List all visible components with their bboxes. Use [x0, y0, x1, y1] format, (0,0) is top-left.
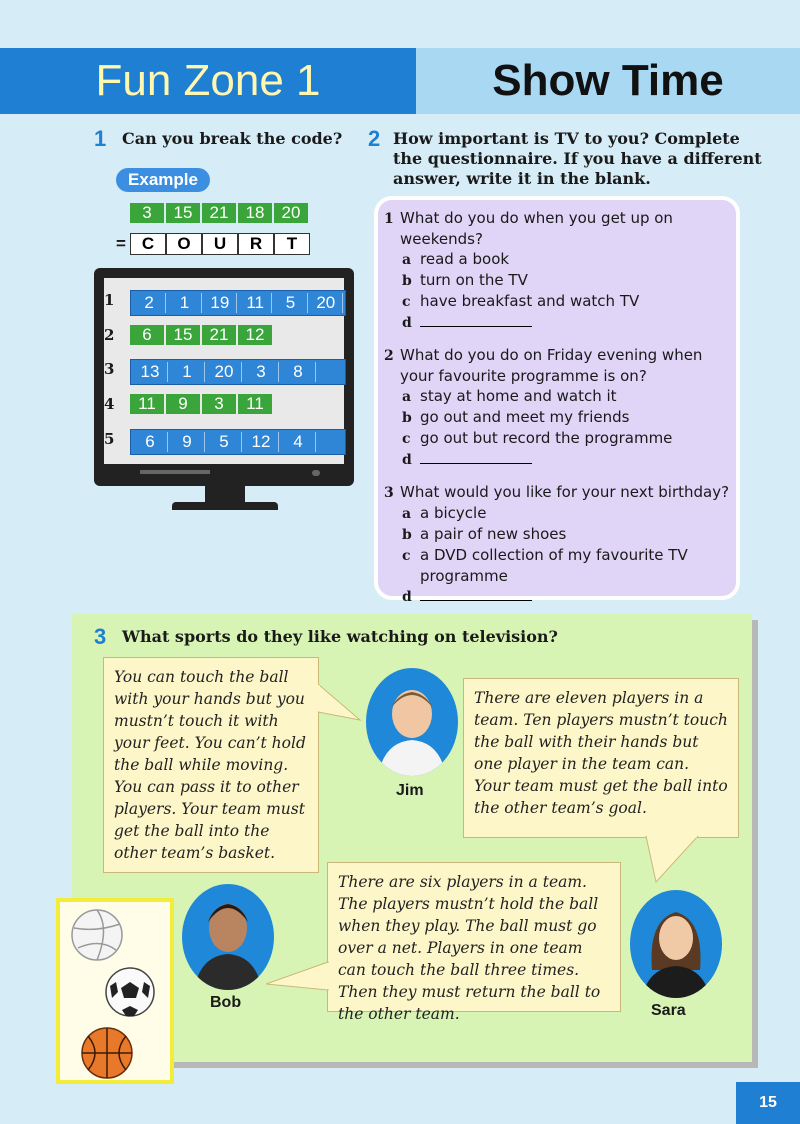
- jim-avatar: [366, 668, 458, 776]
- example-badge: Example: [116, 168, 210, 192]
- answer-option-text: programme: [420, 567, 508, 585]
- header-title-right: Show Time: [416, 48, 800, 114]
- bubble-tail-bottom: [266, 960, 330, 996]
- bob-portrait-icon: [182, 884, 274, 990]
- answer-blank-field[interactable]: [420, 586, 532, 601]
- bob-name: Bob: [210, 994, 242, 1011]
- code-number-cell: 1: [170, 362, 205, 382]
- page-number: 15: [736, 1082, 800, 1124]
- example-number-cell: 20: [274, 203, 308, 223]
- example-letter-cell: R: [238, 233, 274, 255]
- header-title-left: Fun Zone 1: [0, 48, 416, 114]
- answer-option-letter: d: [402, 452, 412, 468]
- answer-option-text: turn on the TV: [420, 271, 528, 289]
- code-number-cell: 5: [274, 293, 307, 313]
- code-row: [130, 394, 272, 414]
- answer-option-text: read a book: [420, 250, 510, 268]
- question-text-line1: What would you like for your next birthday?: [400, 483, 730, 501]
- answer-option[interactable]: [384, 449, 744, 470]
- answer-option: [384, 545, 744, 566]
- tv-button-strip: [140, 470, 210, 474]
- code-number-cell: 9: [166, 394, 200, 414]
- question-number: 2: [384, 348, 394, 364]
- answer-option: [384, 386, 744, 407]
- answer-blank-field[interactable]: [420, 449, 532, 464]
- answer-option: [384, 407, 744, 428]
- tv-stand-base: [172, 502, 278, 510]
- code-row-label: 1: [104, 291, 115, 309]
- questionnaire-list: [384, 208, 744, 607]
- answer-option: [384, 566, 744, 586]
- answer-option-letter: c: [402, 431, 411, 447]
- section2-question-line1: How important is TV to you? Complete: [393, 129, 740, 148]
- sara-portrait-icon: [630, 890, 722, 998]
- example-number-cell: 15: [166, 203, 200, 223]
- sports-balls-panel: [56, 898, 174, 1084]
- bubble-tail-left: [318, 682, 362, 722]
- speech-bubble-football: There are eleven players in a team. Ten players mustn’t touch the ball with their hands but one player in the team can. Your team must get the ball into the other team’s goal.: [463, 678, 739, 838]
- code-number-cell: 12: [238, 325, 272, 345]
- code-number-cell: 5: [207, 432, 242, 452]
- section2-question-line2: the questionnaire. If you have a different: [393, 149, 762, 168]
- code-number-cell: 13: [133, 362, 168, 382]
- code-number-cell: 21: [202, 325, 236, 345]
- example-number-cell: 18: [238, 203, 272, 223]
- example-letter-row: [130, 233, 310, 255]
- answer-blank-field[interactable]: [420, 312, 532, 327]
- question-text: [384, 345, 744, 366]
- code-number-cell: 19: [204, 293, 237, 313]
- tv-power-icon: [312, 470, 320, 476]
- code-number-cell: 3: [244, 362, 279, 382]
- example-equals: =: [116, 234, 126, 253]
- example-letter-cell: U: [202, 233, 238, 255]
- code-number-cell: 8: [281, 362, 316, 382]
- code-row: [130, 429, 346, 455]
- answer-option-text: stay at home and watch it: [420, 387, 617, 405]
- answer-option: [384, 270, 744, 291]
- answer-option-letter: b: [402, 410, 412, 426]
- answer-option-letter: a: [402, 252, 412, 268]
- question-text-line1: What do you do when you get up on: [400, 209, 673, 227]
- question-number: 3: [384, 485, 394, 501]
- code-number-cell: 20: [310, 293, 343, 313]
- bob-avatar: [182, 884, 274, 990]
- section3-question: What sports do they like watching on television?: [122, 627, 558, 646]
- sara-avatar: [630, 890, 722, 998]
- code-number-cell: 15: [166, 325, 200, 345]
- answer-option: [384, 524, 744, 545]
- question-text-line1: What do you do on Friday evening when: [400, 346, 703, 364]
- question-text: [384, 208, 744, 229]
- section1-number: 1: [94, 126, 107, 151]
- answer-option[interactable]: [384, 312, 744, 333]
- basketball-icon: [80, 1026, 134, 1080]
- answer-option-text: have breakfast and watch TV: [420, 292, 640, 310]
- code-number-cell: 6: [133, 432, 168, 452]
- speech-bubble-volleyball: There are six players in a team. The players mustn’t hold the ball when they play. The ball must go over a net. Players in one team can touch the ball three times. Then they must return the ball to the other team.: [327, 862, 621, 1012]
- answer-option: [384, 503, 744, 524]
- code-row: [130, 359, 346, 385]
- example-number-row: [130, 203, 308, 223]
- section2-question-line3: answer, write it in the blank.: [393, 169, 651, 188]
- example-letter-cell: T: [274, 233, 310, 255]
- answer-option: [384, 249, 744, 270]
- answer-option-letter: b: [402, 527, 412, 543]
- code-number-cell: 11: [238, 394, 272, 414]
- question-block: [384, 482, 744, 607]
- answer-option-letter: d: [402, 589, 412, 605]
- code-number-cell: 6: [130, 325, 164, 345]
- example-letter-cell: C: [130, 233, 166, 255]
- code-row: [130, 290, 346, 316]
- answer-option[interactable]: [384, 586, 744, 607]
- code-row-label: 2: [104, 326, 115, 344]
- code-number-cell: 3: [202, 394, 236, 414]
- jim-name: Jim: [396, 782, 424, 799]
- question-text-line2: your favourite programme is on?: [400, 367, 647, 385]
- answer-option-letter: b: [402, 273, 412, 289]
- question-block: [384, 345, 744, 470]
- section2-question: [393, 129, 783, 189]
- answer-option-text: a DVD collection of my favourite TV: [420, 546, 688, 564]
- code-number-cell: 4: [281, 432, 316, 452]
- code-number-cell: 12: [244, 432, 279, 452]
- code-number-cell: 11: [239, 293, 272, 313]
- section1-question: Can you break the code?: [122, 129, 343, 148]
- code-row-label: 5: [104, 430, 115, 448]
- answer-option-letter: c: [402, 548, 411, 564]
- example-letter-cell: O: [166, 233, 202, 255]
- code-number-cell: 20: [207, 362, 242, 382]
- answer-option-letter: a: [402, 506, 412, 522]
- answer-option-text: a pair of new shoes: [420, 525, 567, 543]
- code-row: [130, 325, 272, 345]
- answer-option-letter: a: [402, 389, 412, 405]
- code-row-label: 3: [104, 360, 115, 378]
- speech-bubble-basketball: You can touch the ball with your hands but you mustn’t touch it with your feet. You can’t hold the ball while moving. You can pass it to other players. Your team must get the ball into the other team’s basket.: [103, 657, 319, 873]
- football-icon: [104, 966, 156, 1018]
- section3-number: 3: [94, 624, 107, 649]
- question-block: [384, 208, 744, 333]
- sara-name: Sara: [651, 1002, 686, 1019]
- bubble-tail-right: [644, 836, 700, 884]
- code-number-cell: 2: [133, 293, 166, 313]
- question-number: 1: [384, 211, 394, 227]
- example-number-cell: 3: [130, 203, 164, 223]
- section2-number: 2: [368, 126, 381, 151]
- jim-portrait-icon: [366, 668, 458, 776]
- answer-option-letter: d: [402, 315, 412, 331]
- question-text-line2: weekends?: [400, 230, 483, 248]
- code-number-cell: 1: [168, 293, 201, 313]
- answer-option: [384, 291, 744, 312]
- example-number-cell: 21: [202, 203, 236, 223]
- answer-option-text: a bicycle: [420, 504, 487, 522]
- answer-option-text: go out and meet my friends: [420, 408, 630, 426]
- code-number-cell: 9: [170, 432, 205, 452]
- question-text: [384, 482, 744, 503]
- volleyball-icon: [70, 908, 124, 962]
- code-row-label: 4: [104, 395, 115, 413]
- answer-option-letter: c: [402, 294, 411, 310]
- answer-option: [384, 428, 744, 449]
- answer-option-text: go out but record the programme: [420, 429, 673, 447]
- code-number-cell: 11: [130, 394, 164, 414]
